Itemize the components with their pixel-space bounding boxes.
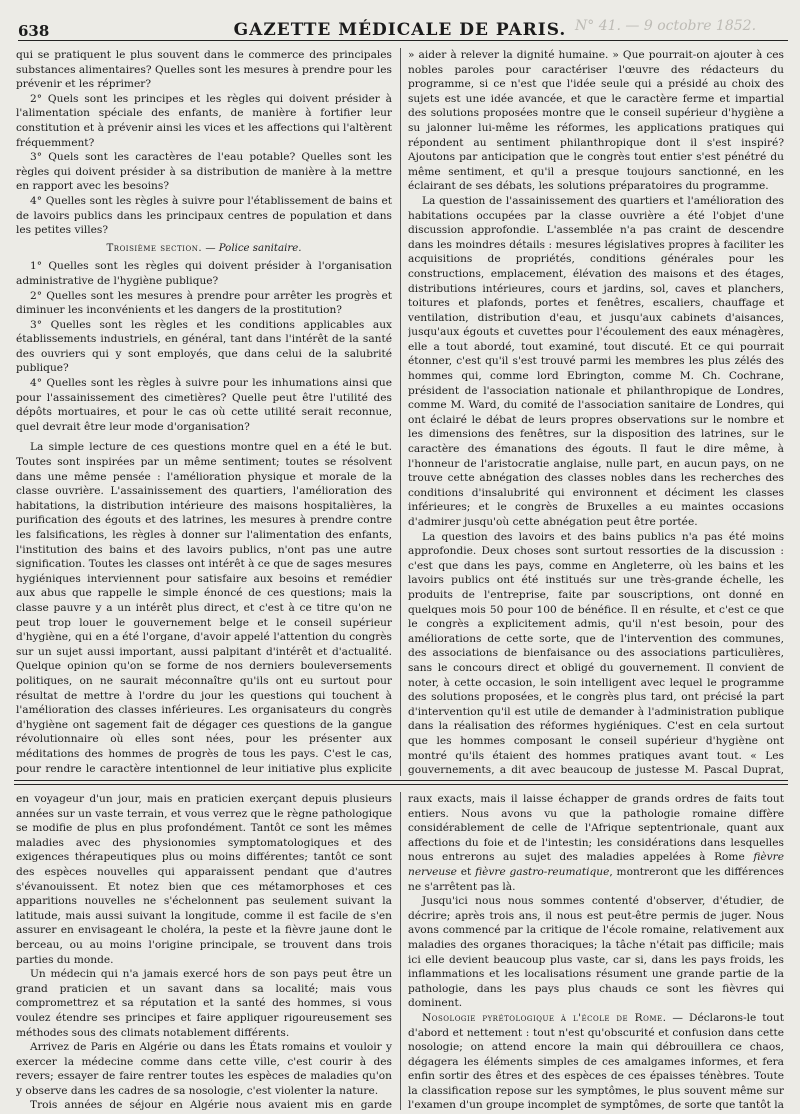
- section-title: — Police sanitaire.: [205, 242, 302, 254]
- paragraph: [408, 792, 784, 894]
- italic-term: fièvre gastro-reumatique: [475, 865, 610, 878]
- paragraph: 3° Quels sont les caractères de l'eau potable? Quelles sont les règles qui doivent présider à sa distribution de manière à la mettre en rapport avec les besoins?: [16, 151, 392, 193]
- column-divider: [400, 48, 401, 776]
- lower-right-column: [408, 792, 784, 1110]
- paragraph: 4° Quelles sont les règles à suivre pour l'établissement de bains et de lavoirs publics dans les principaux centres de population et dans les petites villes?: [16, 194, 392, 237]
- paragraph: 2° Quels sont les principes et les règles qui doivent présider à l'alimentation spéciale des enfants, de manière à fortifier leur constitution et à prévenir ainsi les vices et les affections qui l'altèrent fréquemment?: [16, 92, 392, 149]
- italic-term: fièvre nerveuse: [408, 851, 784, 878]
- upper-right-column: [408, 48, 784, 776]
- lower-left-column: [16, 792, 392, 1110]
- section-label: Troisième section.: [106, 242, 203, 254]
- header-rule: [18, 40, 788, 41]
- text-run: Trois années de séjour en Algérie nous avaient mis en garde: [30, 1099, 392, 1110]
- section-heading: [16, 242, 392, 257]
- text-run: , montreront que les différences ne s'arrêtent pas là.: [408, 865, 784, 893]
- question-item: 2° Quelles sont les mesures à prendre pour arrêter les progrès et diminuer les inconvénients et les dangers de la prostitution?: [16, 289, 392, 317]
- subsection-label: Nosologie pyrétologique à l'école de Rome.: [422, 1011, 667, 1024]
- question-item: 3° Quelles sont les règles et les conditions applicables aux établissements industriels, en général, tant dans l'intérêt de la santé des ouvriers qui y sont employés, que dans celui de la salubrité publique?: [16, 318, 392, 375]
- paragraph: » aider à relever la dignité humaine. » Que pourrait-on ajouter à ces nobles paroles pour caractériser l'œuvre des rédacteurs du programme, si ce n'est que l'idée seule qui a présidé au choix des sujets est une idée avancée, et que le caractère ferme et impartial des solutions proposées montre que le conseil supérieur d'hygiène a su jalonner lui-même les réformes, les applications pratiques qui répondent au sentiment philanthropique dont il s'est inspiré? Ajoutons par anticipation que le congrès tout entier s'est pénétré du même sentiment, et qu'il a presque toujours sanctionné, en les éclairant de ses débats, les solutions préparatoires du programme.: [408, 49, 784, 193]
- journal-title: GAZETTE MÉDICALE DE PARIS.: [233, 20, 567, 40]
- paragraph: Un médecin qui n'a jamais exercé hors de son pays peut être un grand praticien et un savant dans sa localité; mais vous compromettrez et sa réputation et la santé des hommes, si vous voulez étendre ses principes et faire appliquer rigoureusement ses méthodes sous des climats notablement différents.: [16, 968, 392, 1039]
- upper-left-column: [16, 48, 392, 776]
- page-number: 638: [18, 22, 50, 40]
- paragraph: La simple lecture de ces questions montre quel en a été le but. Toutes sont inspirées par un même sentiment; toutes se résolvent dans une même pensée : l'amélioration physique et morale de la classe ouvrière. L'assainissement des quartiers, l'amélioration des habitations, la distribution intérieure des maisons hospitalières, la purification des égouts et des latrines, les mesures à prendre contre les falsifications, les règles à donner sur l'alimentation des enfants, l'institution des bains et des lavoirs publics, n'ont pas une autre signification. Toutes les classes ont intérêt à ce que de sages mesures hygiéniques interviennent pour satisfaire aux besoins et remédier aux abus que rappelle le simple énoncé de ces questions; mais la classe pauvre y a un intérêt plus direct, et c'est à ce titre qu'on ne peut trop louer le gouvernement belge et le conseil supérieur d'hygiène, qui en a été l'organe, d'avoir appelé l'attention du congrès sur un sujet aussi important, aussi palpitant d'intérêt et d'actualité. Quelque opinion qu'on se forme de nos derniers bouleversements politiques, on ne saurait méconnaître qu'ils ont eu surtout pour résultat de mettre à l'ordre du jour les questions qui touchent à l'amélioration des classes inférieures. Les organisateurs du congrès d'hygiène ont sagement fait de dégager ces questions de la gangue révolutionnaire où elles sont nées, pour les présenter aux méditations des hommes de progrès de tous les pays. C'est le cas, pour rendre le caractère intentionnel de leur initiative plus explicite: [16, 441, 392, 775]
- feuilleton-rule: [14, 780, 788, 781]
- text-run: et: [456, 865, 476, 878]
- paragraph: [408, 1011, 784, 1110]
- paragraph: qui se pratiquent le plus souvent dans le commerce des principales substances alimentaires? Quelles sont les mesures à prendre pour les prévenir et les réprimer?: [16, 49, 392, 91]
- text-run: — Déclarons-le tout d'abord et nettement : tout n'est qu'obscurité et confusion dans cette nosologie; on attend encore la main qui débrouillera ce chaos, dégagera les éléments simples de ces amalgames informes, et fera enfin sortir des êtres et des espèces de ces épaisses ténèbres. Toute la classification repose sur les symptômes, le plus souvent même sur l'examen d'un groupe incomplet de symptômes, de sorte que tantôt la: [408, 1011, 784, 1110]
- paragraph: en voyageur d'un jour, mais en praticien exerçant depuis plusieurs années sur un vaste terrain, et vous verrez que le règne pathologique se modifie de plus en plus profondément. Tantôt ce sont les mêmes maladies avec des physionomies symptomatologiques et des exigences thérapeutiques plus ou moins différentes; tantôt ce sont des espèces nouvelles qui apparaissent pendant que d'autres s'évanouissent. Et notez bien que ces métamorphoses et ces apparitions nouvelles ne s'échelonnent pas seulement suivant la latitude, mais aussi suivant la longitude, comme il est facile de s'en assurer en envisageant le choléra, la peste et la fièvre jaune dont le berceau, ou au moins l'origine principale, se trouvent dans trois parties du monde.: [16, 793, 392, 966]
- bleed-through-date: N° 41. — 9 octobre 1852.: [575, 18, 757, 34]
- paragraph: [16, 1098, 392, 1110]
- feuilleton-rule: [14, 784, 788, 785]
- paragraph: La question des lavoirs et des bains publics n'a pas été moins approfondie. Deux choses sont surtout ressorties de la discussion : c'est que dans les pays, comme en Angleterre, où les bains et les lavoirs publics ont été institués sur une très-grande échelle, les produits de l'entreprise, faite par souscriptions, ont donné en quelques mois 50 pour 100 de bénéfice. Il en résulte, et c'est ce que le congrès a explicitement admis, qu'il n'est besoin, pour des améliorations de cette sorte, que de l'intervention des communes, des associations de bienfaisance ou des associations particulières, sans le concours direct et obligé du gouvernement. Il convient de noter, à cette occasion, le soin intelligent avec lequel le programme des solutions proposées, et le congrès plus tard, ont précisé la part d'intervention qu'il est utile de demander à l'administration publique dans la réalisation des réformes hygiéniques. C'est en cela surtout que les hommes composant le conseil supérieur d'hygiène ont montré qu'ils étaient des hommes pratiques avant tout. « Les gouvernements, a dit avec beaucoup de justesse M. Pascal Duprat,: [408, 530, 784, 776]
- question-item: 4° Quelles sont les règles à suivre pour les inhumations ainsi que pour l'assainissement des cimetières? Quelle peut être l'utilité des dépôts mortuaires, et pour le cas où cette utilité serait reconnue, quel devrait être leur mode d'organisation?: [16, 377, 392, 433]
- paragraph: Jusqu'ici nous nous sommes contenté d'observer, d'étudier, de décrire; après trois ans, il nous est peut-être permis de juger. Nous avons commencé par la critique de l'école romaine, relativement aux maladies des organes thoraciques; la tâche n'était pas difficile; mais ici elle devient beaucoup plus vaste, car si, dans les pays froids, les inflammations et les localisations résument une grande partie de la pathologie, dans les pays plus chauds ce sont les fièvres qui dominent.: [408, 895, 784, 1010]
- column-divider: [400, 792, 401, 1110]
- text-run: raux exacts, mais il laisse échapper de grands ordres de faits tout entiers. Nous avons vu que la pathologie romaine diffère considérablement de celle de l'Afrique septentrionale, quant aux affections du foie et de l'intestin; les considérations dans lesquelles nous entrerons au sujet des maladies appelées à Rome: [408, 793, 784, 864]
- paragraph: Arrivez de Paris en Algérie ou dans les États romains et vouloir y exercer la médecine comme dans cette ville, c'est courir à des revers; essayer de faire rentrer toutes les espèces de maladies qu'on y observe dans les cadres de sa nosologie, c'est violenter la nature.: [16, 1041, 392, 1097]
- question-item: 1° Quelles sont les règles qui doivent présider à l'organisation administrative de l'hygiène publique?: [16, 260, 392, 287]
- page-header: [0, 0, 800, 46]
- paragraph: La question de l'assainissement des quartiers et l'amélioration des habitations occupées par la classe ouvrière a été l'objet d'une discussion approfondie. L'assemblée n'a pas craint de descendre dans les moindres détails : mesures législatives propres à faciliter les acquisitions de propriétés, conditions générales pour les constructions, emplacement, élévation des maisons et des étages, distributions intérieures, cours et jardins, sol, caves et planchers, toitures et plafonds, portes et fenêtres, escaliers, chauffage et ventilation, distribution d'eau, et jusqu'aux cabinets d'aisances, jusqu'aux égouts et cuvettes pour l'écoulement des eaux ménagères, elle a tout abordé, tout examiné, tout discuté. Et ce qui pourrait étonner, c'est qu'il s'est trouvé parmi les membres les plus zélés des hommes qui, comme lord Ebrington, comme M. Ch. Cochrane, président de l'association nationale et philanthropique de Londres, comme M. Ward, du comité de l'association sanitaire de Londres, qui ont éclairé le débat de leurs propres observations sur le nombre et les dimensions des fenêtres, sur la disposition des latrines, sur le caractère des émanations des égouts. Il faut le dire même, à l'honneur de l'aristocratie anglaise, nulle part, en aucun pays, on ne trouve cette abnégation des classes nobles dans les recherches des conditions d'insalubrité qui environnent et déciment les classes inférieures; et le congrès de Bruxelles a eu maintes occasions d'admirer jusqu'où cette abnégation peut être portée.: [408, 194, 784, 528]
